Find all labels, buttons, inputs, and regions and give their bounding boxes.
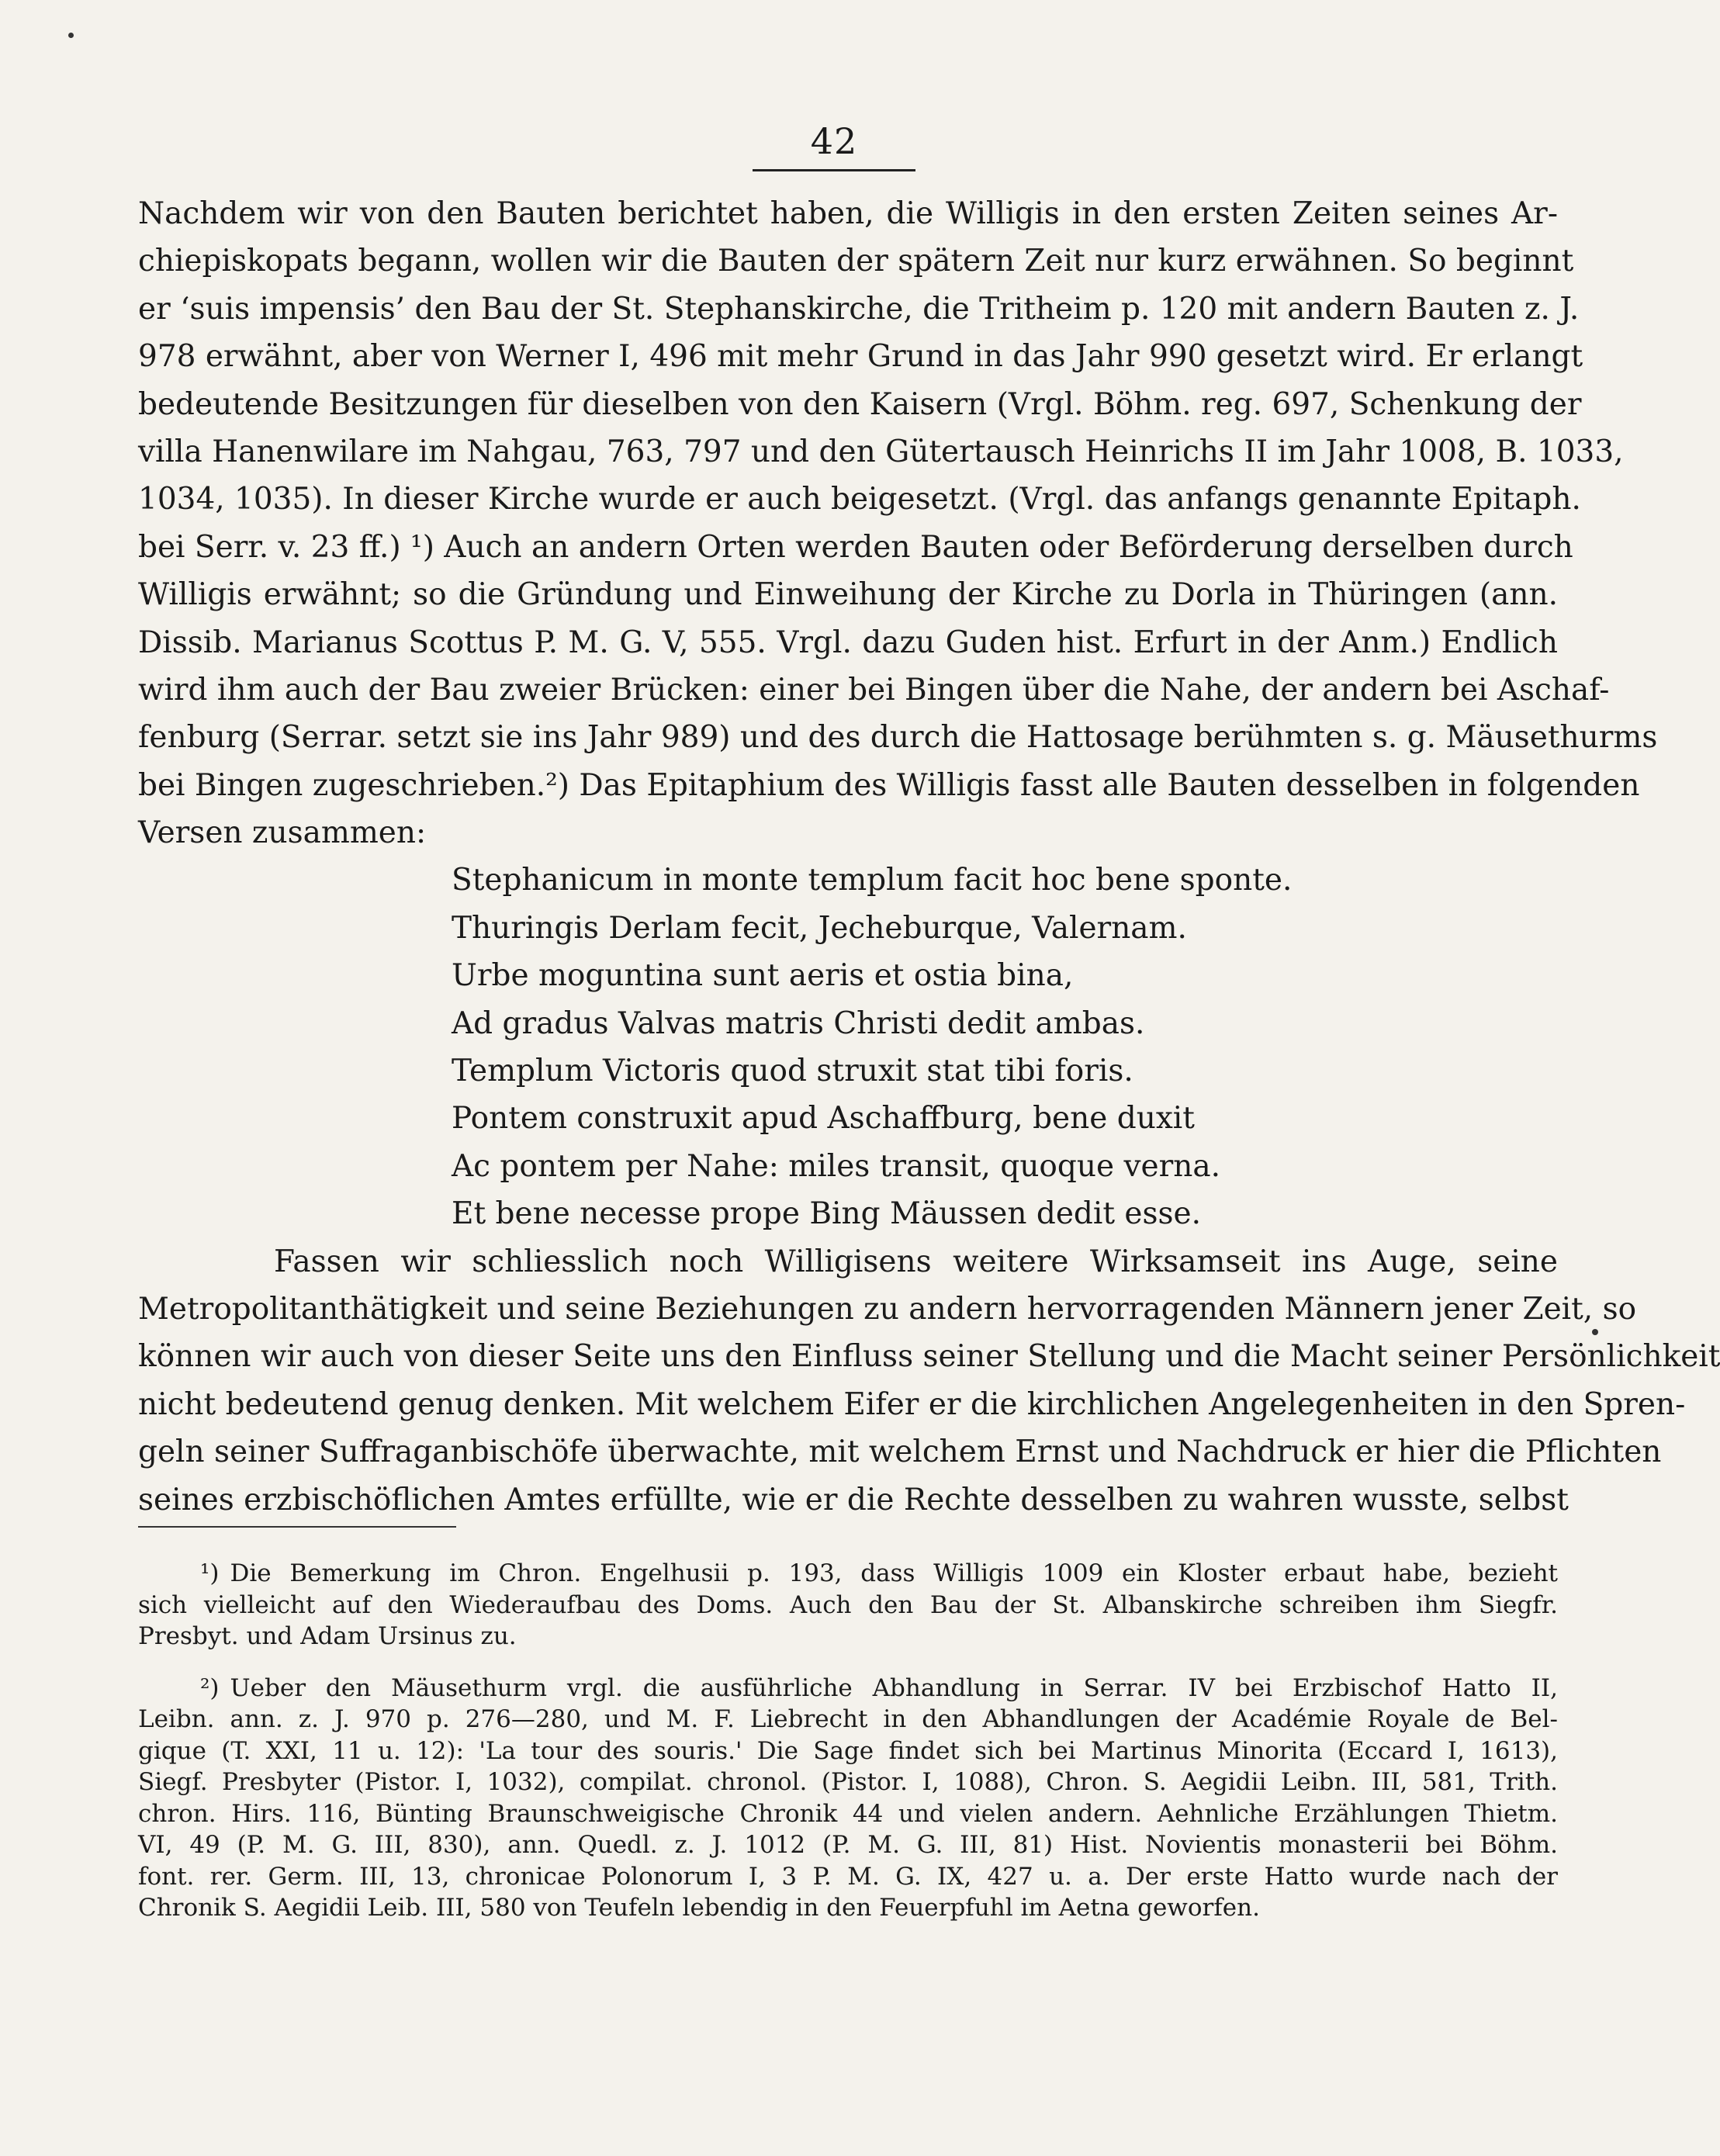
scan-speck <box>68 33 74 38</box>
verse-line: Stephanicum in monte templum facit hoc bene sponte. <box>452 863 1293 898</box>
verse-line: Pontem construxit apud Aschaffburg, bene duxit <box>452 1101 1195 1137</box>
verse-line: Ac pontem per Nahe: miles transit, quoque verna. <box>452 1148 1220 1184</box>
scan-speck <box>1592 1329 1598 1335</box>
verse-line: Thuringis Derlam fecit, Jecheburque, Valernam. <box>452 910 1187 946</box>
footnote-line: gique (T. XXI, 11 u. 12): 'La tour des souris.' Die Sage findet sich bei Martinus Minorita (Eccard I, 1613), <box>138 1736 1558 1765</box>
text-line: bei Bingen zugeschrieben.²) Das Epitaphium des Willigis fasst alle Bauten desselben in folgenden <box>138 767 1640 803</box>
text-line: 978 erwähnt, aber von Werner I, 496 mit mehr Grund in das Jahr 990 gesetzt wird. Er erlangt <box>138 339 1583 375</box>
text-line: wird ihm auch der Bau zweier Brücken: einer bei Bingen über die Nahe, der andern bei Aschaf- <box>138 672 1610 708</box>
verse-line: Et bene necesse prope Bing Mäussen dedit esse. <box>452 1196 1202 1232</box>
text-line: geln seiner Suffraganbischöfe überwachte, mit welchem Ernst und Nachdruck er hier die Pflichten <box>138 1434 1662 1470</box>
footnote-line: Chronik S. Aegidii Leib. III, 580 von Teufeln lebendig in den Feuerpfuhl im Aetna geworfen. <box>138 1894 1260 1922</box>
footnote-line: sich vielleicht auf den Wiederaufbau des Doms. Auch den Bau der St. Albanskirche schreiben ihm Siegfr. <box>138 1590 1558 1619</box>
text-line: chiepiskopats begann, wollen wir die Bauten der spätern Zeit nur kurz erwähnen. So beginnt <box>138 244 1574 279</box>
footnote-line: Leibn. ann. z. J. 970 p. 276—280, und M. F. Liebrecht in den Abhandlungen der Académie Royale de Bel- <box>138 1705 1558 1733</box>
footnote-line: Siegf. Presbyter (Pistor. I, 1032), compilat. chronol. (Pistor. I, 1088), Chron. S. Aegidii Leibn. III, 581, Trith. <box>138 1768 1558 1796</box>
footnotes <box>138 1558 1558 1944</box>
footnote-line: Presbyt. und Adam Ursinus zu. <box>138 1622 517 1650</box>
footnote-line <box>138 1673 1558 1704</box>
text-line: 1034, 1035). In dieser Kirche wurde er auch beigesetzt. (Vrgl. das anfangs genannte Epitaph. <box>138 482 1581 517</box>
footnote-text: Die Bemerkung im Chron. Engelhusii p. 193, dass Willigis 1009 ein Kloster erbaut habe, bezieht <box>230 1559 1558 1587</box>
text-line: Dissib. Marianus Scottus P. M. G. V, 555. Vrgl. dazu Guden hist. Erfurt in der Anm.) Endlich <box>138 625 1558 660</box>
verse-line: Templum Victoris quod struxit stat tibi foris. <box>452 1054 1133 1089</box>
footnote-text: Ueber den Mäusethurm vrgl. die ausführliche Abhandlung in Serrar. IV bei Erzbischof Hatto II, <box>230 1673 1558 1702</box>
main-text <box>138 190 1720 1524</box>
epitaph-verse <box>138 857 1558 1237</box>
text-line: bedeutende Besitzungen für dieselben von den Kaisern (Vrgl. Böhm. reg. 697, Schenkung der <box>138 386 1582 422</box>
text-line: Metropolitanthätigkeit und seine Beziehungen zu andern hervorragenden Männern jener Zeit, so <box>138 1291 1637 1327</box>
verse-line: Urbe moguntina sunt aeris et ostia bina, <box>452 958 1074 994</box>
text-line: villa Hanenwilare im Nahgau, 763, 797 und den Gütertausch Heinrichs II im Jahr 1008, B. 1033, <box>138 434 1624 469</box>
footnote-line: font. rer. Germ. III, 13, chronicae Polonorum I, 3 P. M. G. IX, 427 u. a. Der erste Hatto wurde nach der <box>138 1862 1558 1891</box>
text-line: Versen zusammen: <box>138 815 427 851</box>
text-line: er ‘suis impensis’ den Bau der St. Stephanskirche, die Tritheim p. 120 mit andern Bauten z. J. <box>138 291 1580 327</box>
footnote-line: VI, 49 (P. M. G. III, 830), ann. Quedl. z. J. 1012 (P. M. G. III, 81) Hist. Novientis monasterii bei Böhm. <box>138 1831 1558 1859</box>
footnote-line: chron. Hirs. 116, Bünting Braunschweigische Chronik 44 und vielen andern. Aehnliche Erzählungen Thietm. <box>138 1799 1558 1828</box>
page-number-rule <box>753 169 915 171</box>
text-line: können wir auch von dieser Seite uns den Einfluss seiner Stellung und die Macht seiner Persönlichkeit <box>138 1339 1720 1375</box>
text-line: Willigis erwähnt; so die Gründung und Einweihung der Kirche zu Dorla in Thüringen (ann. <box>138 577 1558 613</box>
text-line: seines erzbischöflichen Amtes erfüllte, wie er die Rechte desselben zu wahren wusste, selbst <box>138 1482 1569 1518</box>
verse-line: Ad gradus Valvas matris Christi dedit ambas. <box>452 1005 1145 1041</box>
footnote <box>138 1558 1558 1652</box>
text-line: bei Serr. v. 23 ff.) ¹) Auch an andern Orten werden Bauten oder Beförderung derselben durch <box>138 529 1573 565</box>
text-line: Nachdem wir von den Bauten berichtet haben, die Willigis in den ersten Zeiten seines Ar- <box>138 196 1558 231</box>
footnote-line <box>138 1558 1558 1590</box>
footnote-marker: ²) <box>200 1673 220 1702</box>
footnote-rule <box>138 1526 456 1528</box>
footnote <box>138 1673 1558 1924</box>
footnote-marker: ¹) <box>200 1559 220 1587</box>
text-line: Fassen wir schliesslich noch Willigisens weitere Wirksamseit ins Auge, seine <box>274 1244 1558 1279</box>
text-line: nicht bedeutend genug denken. Mit welchem Eifer er die kirchlichen Angelegenheiten in den Spren- <box>138 1386 1686 1422</box>
text-line: fenburg (Serrar. setzt sie ins Jahr 989) und des durch die Hattosage berühmten s. g. Mäusethurms <box>138 720 1658 756</box>
page-number: 42 <box>810 120 858 162</box>
